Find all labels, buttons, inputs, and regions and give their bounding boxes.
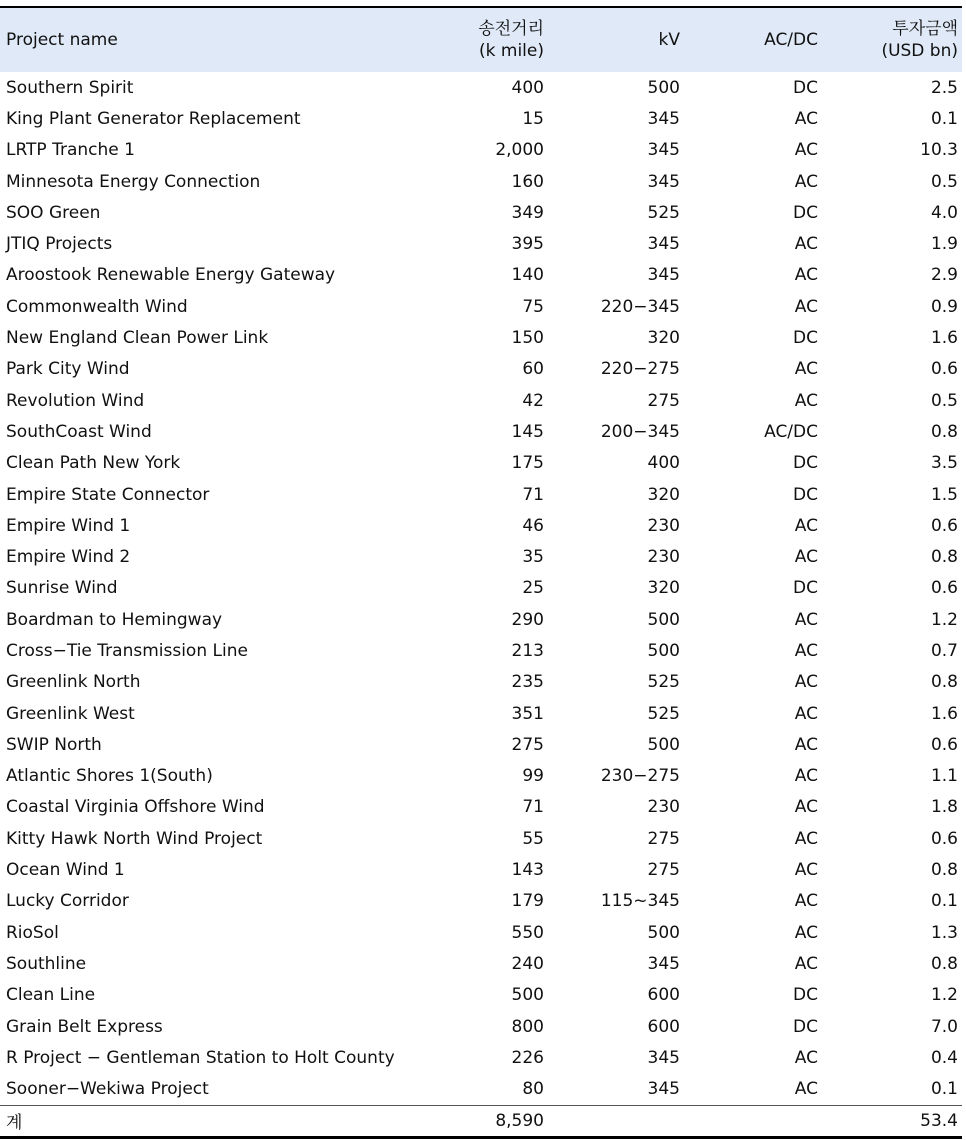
cell-investment: 1.6	[930, 328, 958, 349]
cell-investment: 0.8	[930, 953, 958, 974]
cell-kv: 345	[647, 108, 680, 129]
cell-acdc: DC	[793, 985, 818, 1006]
cell-kv: 345	[647, 234, 680, 255]
header-kv: kV	[658, 30, 680, 50]
header-distance-line1: 송전거리	[478, 19, 544, 39]
cell-acdc: DC	[793, 202, 818, 223]
cell-kv: 275	[647, 828, 680, 849]
cell-kv: 400	[647, 453, 680, 474]
cell-distance: 99	[522, 766, 544, 787]
table-row	[0, 980, 962, 1011]
table-row	[0, 197, 962, 228]
cell-kv: 500	[647, 609, 680, 630]
cell-kv: 500	[647, 77, 680, 98]
cell-project-name: LRTP Tranche 1	[6, 140, 135, 161]
cell-acdc: AC	[794, 296, 818, 317]
cell-acdc: DC	[793, 1016, 818, 1037]
table-row	[0, 917, 962, 948]
cell-kv: 345	[647, 171, 680, 192]
cell-distance: 2,000	[495, 140, 544, 161]
table-row	[0, 385, 962, 416]
cell-project-name: Atlantic Shores 1(South)	[6, 766, 213, 787]
cell-distance: 160	[511, 171, 544, 192]
cell-distance: 395	[511, 234, 544, 255]
cell-investment: 10.3	[920, 140, 958, 161]
cell-investment: 0.6	[930, 515, 958, 536]
cell-distance: 145	[511, 421, 544, 442]
header-investment	[822, 7, 962, 72]
projects-table	[0, 6, 962, 1139]
cell-kv: 220−275	[600, 359, 680, 380]
cell-acdc: AC	[794, 359, 818, 380]
cell-project-name: R Project − Gentleman Station to Holt County	[6, 1047, 395, 1068]
table-row	[0, 228, 962, 259]
cell-investment: 0.8	[930, 421, 958, 442]
table-row	[0, 635, 962, 666]
cell-distance: 71	[522, 797, 544, 818]
cell-investment: 0.6	[930, 359, 958, 380]
cell-distance: 25	[522, 578, 544, 599]
cell-project-name: SWIP North	[6, 734, 102, 755]
cell-distance: 235	[511, 672, 544, 693]
cell-distance: 240	[511, 953, 544, 974]
table-row	[0, 166, 962, 197]
cell-project-name: Cross−Tie Transmission Line	[6, 640, 248, 661]
header-investment-line1: 투자금액	[892, 19, 958, 39]
table-row	[0, 448, 962, 479]
total-investment: 53.4	[920, 1110, 958, 1131]
table-row	[0, 510, 962, 541]
cell-acdc: AC	[794, 922, 818, 943]
cell-acdc: AC	[794, 953, 818, 974]
cell-investment: 0.5	[930, 390, 958, 411]
cell-project-name: Minnesota Energy Connection	[6, 171, 261, 192]
cell-distance: 351	[511, 703, 544, 724]
cell-investment: 2.5	[930, 77, 958, 98]
cell-investment: 0.6	[930, 828, 958, 849]
cell-investment: 0.6	[930, 578, 958, 599]
cell-project-name: Lucky Corridor	[6, 891, 129, 912]
cell-kv: 500	[647, 922, 680, 943]
cell-investment: 3.5	[930, 453, 958, 474]
cell-distance: 42	[522, 390, 544, 411]
cell-distance: 213	[511, 640, 544, 661]
header-distance-line2: (k mile)	[479, 41, 544, 61]
header-distance	[440, 7, 548, 72]
total-acdc-empty	[684, 1105, 822, 1137]
cell-kv: 220−345	[600, 296, 680, 317]
cell-kv: 230−275	[600, 766, 680, 787]
cell-kv: 500	[647, 734, 680, 755]
cell-investment: 1.2	[930, 609, 958, 630]
cell-investment: 1.2	[930, 985, 958, 1006]
cell-acdc: AC	[794, 828, 818, 849]
cell-investment: 1.8	[930, 797, 958, 818]
cell-investment: 0.8	[930, 547, 958, 568]
cell-acdc: AC	[794, 640, 818, 661]
total-kv-empty	[548, 1105, 684, 1137]
header-project-name: Project name	[6, 30, 118, 50]
cell-kv: 525	[647, 672, 680, 693]
total-row	[0, 1105, 962, 1137]
cell-kv: 275	[647, 860, 680, 881]
cell-investment: 2.9	[930, 265, 958, 286]
cell-investment: 0.4	[930, 1047, 958, 1068]
table-row	[0, 260, 962, 291]
cell-project-name: New England Clean Power Link	[6, 328, 269, 349]
cell-project-name: SOO Green	[6, 202, 101, 223]
total-label: 계	[6, 1113, 23, 1134]
table-row	[0, 792, 962, 823]
cell-kv: 525	[647, 703, 680, 724]
header-investment-line2: (USD bn)	[881, 41, 958, 61]
cell-acdc: DC	[793, 328, 818, 349]
cell-distance: 550	[511, 922, 544, 943]
cell-investment: 0.1	[930, 891, 958, 912]
table-row	[0, 1074, 962, 1106]
cell-kv: 500	[647, 640, 680, 661]
cell-investment: 0.9	[930, 296, 958, 317]
cell-investment: 0.7	[930, 640, 958, 661]
cell-investment: 7.0	[930, 1016, 958, 1037]
cell-acdc: AC	[794, 390, 818, 411]
cell-investment: 0.1	[930, 108, 958, 129]
projects-table-container	[0, 6, 962, 1139]
cell-acdc: AC	[794, 703, 818, 724]
cell-project-name: Clean Line	[6, 985, 96, 1006]
cell-kv: 200−345	[600, 421, 680, 442]
table-row	[0, 541, 962, 572]
cell-kv: 345	[647, 265, 680, 286]
cell-investment: 0.8	[930, 672, 958, 693]
cell-investment: 1.9	[930, 234, 958, 255]
table-row	[0, 948, 962, 979]
cell-distance: 175	[511, 453, 544, 474]
cell-distance: 71	[522, 484, 544, 505]
cell-kv: 230	[647, 547, 680, 568]
cell-project-name: Empire Wind 1	[6, 515, 131, 536]
cell-kv: 345	[647, 1047, 680, 1068]
table-row	[0, 823, 962, 854]
table-row	[0, 322, 962, 353]
cell-investment: 0.5	[930, 171, 958, 192]
cell-kv: 320	[647, 484, 680, 505]
table-row	[0, 354, 962, 385]
table-header	[0, 7, 962, 72]
header-row	[0, 7, 962, 72]
cell-kv: 345	[647, 1079, 680, 1100]
table-row	[0, 103, 962, 134]
cell-acdc: AC	[794, 265, 818, 286]
cell-project-name: SouthCoast Wind	[6, 421, 152, 442]
cell-investment: 1.5	[930, 484, 958, 505]
cell-acdc: AC	[794, 171, 818, 192]
cell-distance: 275	[511, 734, 544, 755]
cell-kv: 320	[647, 578, 680, 599]
cell-acdc: AC	[794, 1047, 818, 1068]
cell-acdc: AC	[794, 547, 818, 568]
cell-acdc: AC	[794, 108, 818, 129]
cell-distance: 150	[511, 328, 544, 349]
cell-project-name: Park City Wind	[6, 359, 130, 380]
cell-project-name: Kitty Hawk North Wind Project	[6, 828, 263, 849]
cell-project-name: Empire Wind 2	[6, 547, 131, 568]
table-row	[0, 729, 962, 760]
cell-kv: 275	[647, 390, 680, 411]
cell-investment: 1.3	[930, 922, 958, 943]
cell-distance: 349	[511, 202, 544, 223]
cell-kv: 230	[647, 515, 680, 536]
cell-kv: 600	[647, 985, 680, 1006]
cell-distance: 400	[511, 77, 544, 98]
cell-project-name: Greenlink North	[6, 672, 141, 693]
cell-project-name: Clean Path New York	[6, 453, 181, 474]
cell-acdc: AC	[794, 672, 818, 693]
cell-investment: 1.1	[930, 766, 958, 787]
cell-kv: 230	[647, 797, 680, 818]
cell-distance: 290	[511, 609, 544, 630]
cell-project-name: Ocean Wind 1	[6, 860, 125, 881]
cell-acdc: AC	[794, 860, 818, 881]
cell-distance: 140	[511, 265, 544, 286]
cell-distance: 15	[522, 108, 544, 129]
cell-project-name: Revolution Wind	[6, 390, 145, 411]
cell-acdc: AC	[794, 766, 818, 787]
cell-project-name: Coastal Virginia Offshore Wind	[6, 797, 265, 818]
cell-investment: 0.8	[930, 860, 958, 881]
table-row	[0, 761, 962, 792]
cell-project-name: Empire State Connector	[6, 484, 210, 505]
cell-investment: 0.6	[930, 734, 958, 755]
table-body	[0, 72, 962, 1105]
table-row	[0, 667, 962, 698]
cell-acdc: AC	[794, 1079, 818, 1100]
cell-project-name: Greenlink West	[6, 703, 135, 724]
cell-distance: 35	[522, 547, 544, 568]
table-row	[0, 573, 962, 604]
cell-acdc: AC	[794, 515, 818, 536]
table-row	[0, 291, 962, 322]
cell-acdc: DC	[793, 484, 818, 505]
table-row	[0, 698, 962, 729]
cell-kv: 600	[647, 1016, 680, 1037]
cell-distance: 226	[511, 1047, 544, 1068]
cell-distance: 80	[522, 1079, 544, 1100]
cell-project-name: Southern Spirit	[6, 77, 134, 98]
cell-acdc: AC	[794, 734, 818, 755]
cell-acdc: AC	[794, 140, 818, 161]
cell-project-name: Sooner−Wekiwa Project	[6, 1079, 209, 1100]
table-row	[0, 854, 962, 885]
cell-project-name: King Plant Generator Replacement	[6, 108, 301, 129]
cell-kv: 320	[647, 328, 680, 349]
cell-project-name: JTIQ Projects	[6, 234, 113, 255]
table-row	[0, 1011, 962, 1042]
cell-distance: 60	[522, 359, 544, 380]
cell-project-name: Sunrise Wind	[6, 578, 118, 599]
cell-project-name: Grain Belt Express	[6, 1016, 163, 1037]
table-row	[0, 416, 962, 447]
cell-acdc: DC	[793, 453, 818, 474]
cell-project-name: Boardman to Hemingway	[6, 609, 223, 630]
cell-distance: 55	[522, 828, 544, 849]
cell-project-name: Commonwealth Wind	[6, 296, 188, 317]
table-row	[0, 135, 962, 166]
cell-distance: 143	[511, 860, 544, 881]
cell-investment: 0.1	[930, 1079, 958, 1100]
cell-project-name: RioSol	[6, 922, 59, 943]
table-row	[0, 1042, 962, 1073]
header-acdc: AC/DC	[764, 30, 818, 50]
table-row	[0, 604, 962, 635]
cell-project-name: Southline	[6, 953, 87, 974]
cell-acdc: AC	[794, 609, 818, 630]
cell-investment: 4.0	[930, 202, 958, 223]
cell-investment: 1.6	[930, 703, 958, 724]
cell-project-name: Aroostook Renewable Energy Gateway	[6, 265, 336, 286]
cell-acdc: AC	[794, 234, 818, 255]
table-row	[0, 479, 962, 510]
table-footer	[0, 1105, 962, 1137]
table-row	[0, 72, 962, 103]
cell-kv: 345	[647, 953, 680, 974]
cell-distance: 179	[511, 891, 544, 912]
cell-acdc: AC	[794, 891, 818, 912]
cell-acdc: AC/DC	[764, 421, 818, 442]
cell-kv: 345	[647, 140, 680, 161]
total-distance: 8,590	[495, 1110, 544, 1131]
cell-acdc: DC	[793, 77, 818, 98]
cell-acdc: DC	[793, 578, 818, 599]
cell-distance: 500	[511, 985, 544, 1006]
cell-kv: 525	[647, 202, 680, 223]
cell-kv: 115~345	[600, 891, 680, 912]
cell-distance: 800	[511, 1016, 544, 1037]
table-row	[0, 886, 962, 917]
cell-distance: 46	[522, 515, 544, 536]
cell-acdc: AC	[794, 797, 818, 818]
cell-distance: 75	[522, 296, 544, 317]
